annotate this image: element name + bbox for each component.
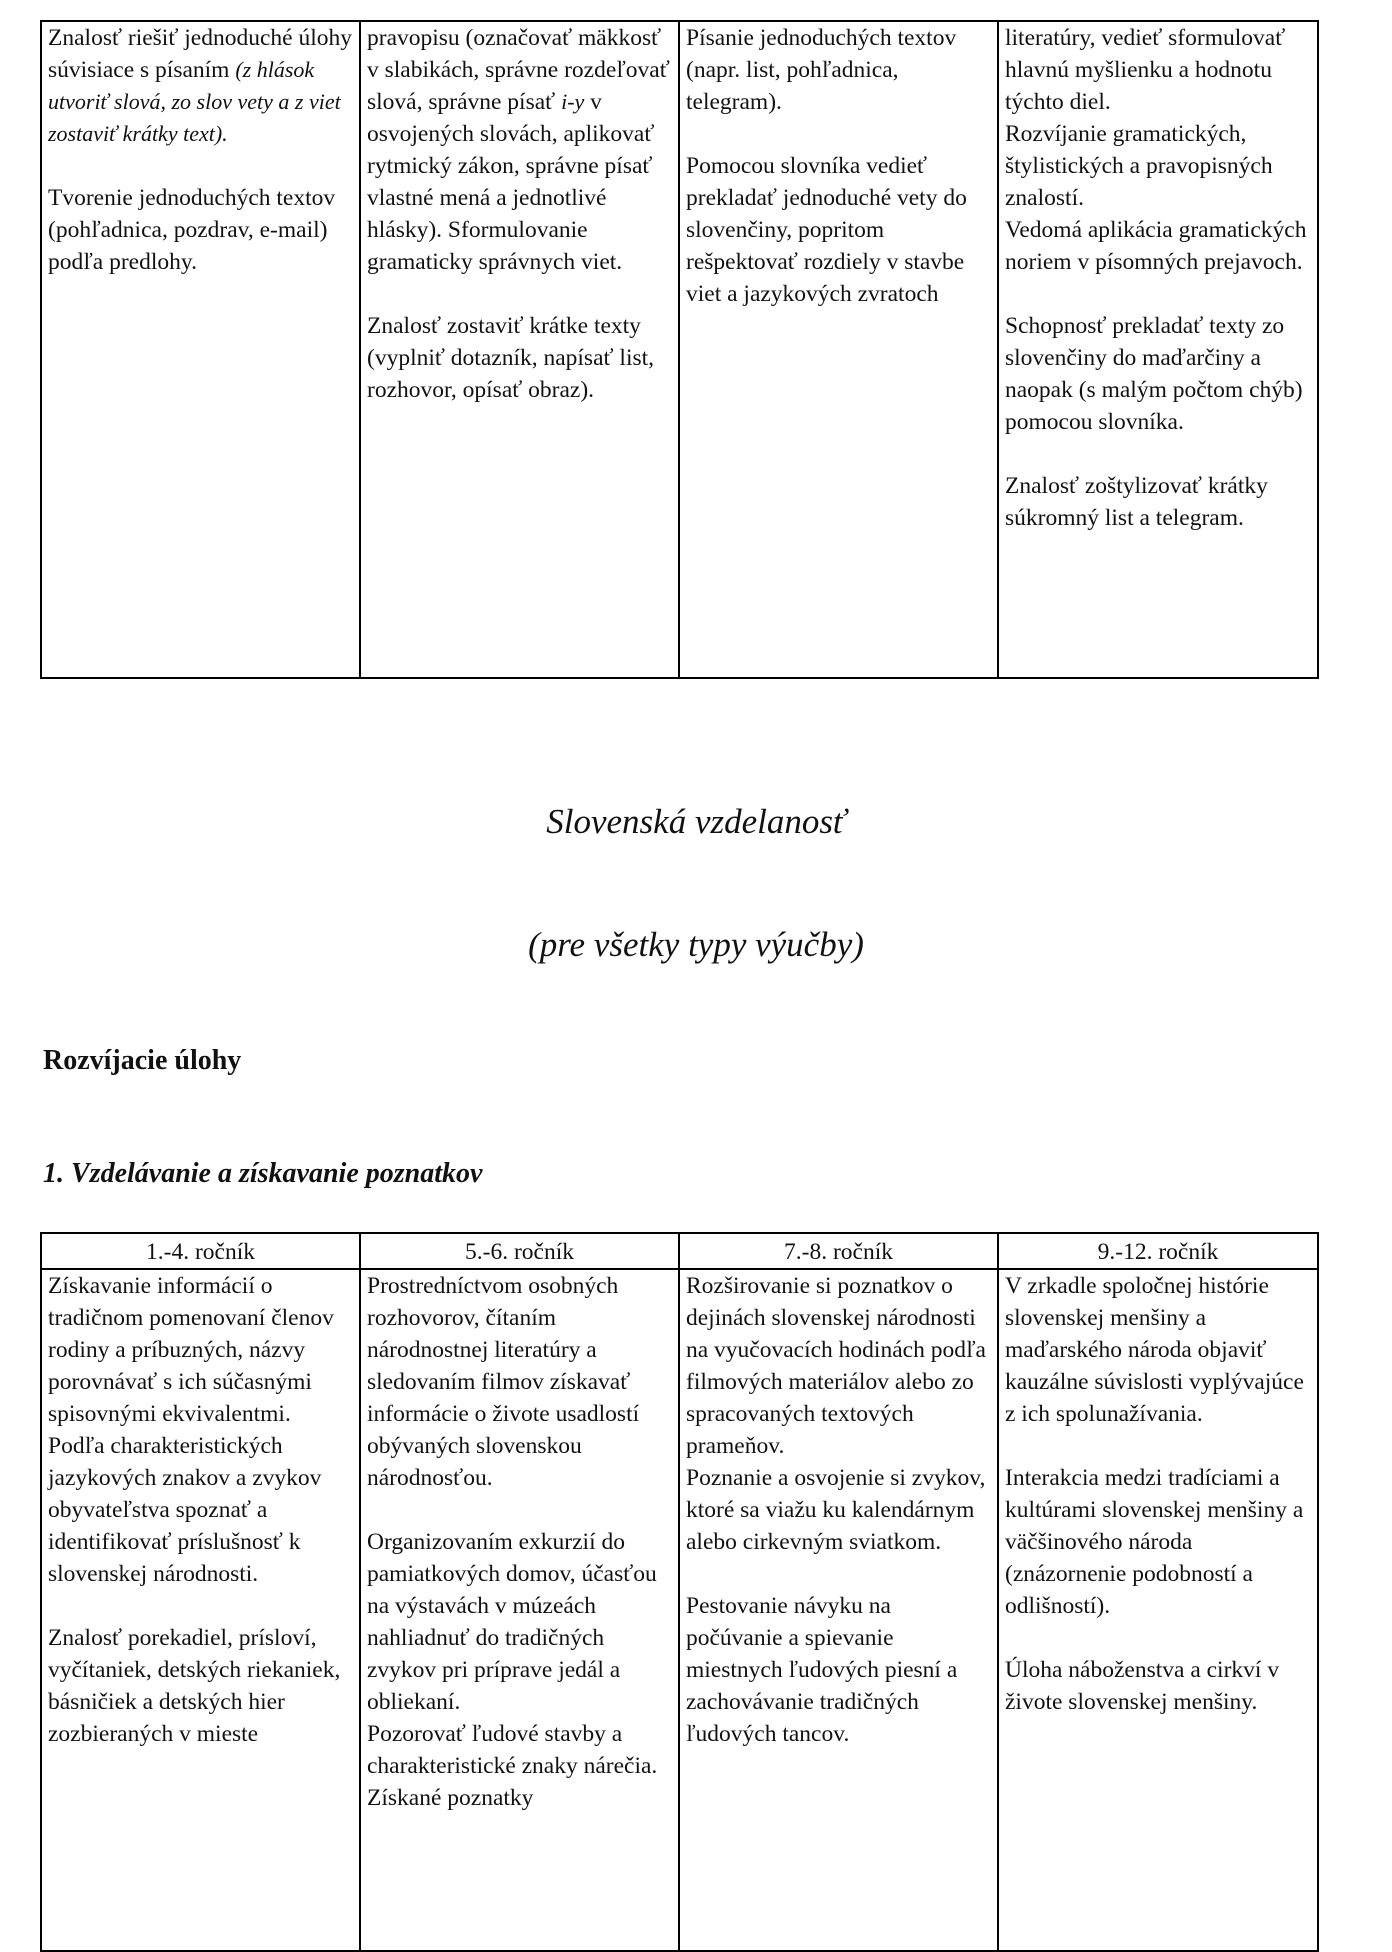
table-cell [679,21,998,678]
cell-text: Prostredníctvom osobných rozhovorov, čítaním národnostnej literatúry a sledovaním filmov získavať informácie o živote usadlostí obývaných slovenskou národnosťou. [367,1273,640,1491]
cell-paragraph [367,1782,672,1814]
cell-text: Poznanie a osvojenie si zvykov, ktoré sa viažu ku kalendárnym alebo cirkevným sviatkom. [686,1465,986,1555]
cell-paragraph [367,1270,672,1494]
subsection-heading: 1. Vzdelávanie a získavanie poznatkov [43,1158,483,1189]
cell-paragraph [1005,1270,1311,1430]
table-cell [360,21,679,678]
italic-text: i-y [561,89,585,114]
curriculum-table-continued [40,20,1319,679]
cell-text: Pozorovať ľudové stavby a charakteristické znaky nárečia. [367,1721,658,1779]
cell-paragraph [48,1430,353,1590]
italic-text: (z hlások utvoriť slová, zo slov vety a z viet zostaviť krátky text). [48,57,341,146]
cell-paragraph [686,1270,991,1462]
cell-paragraph [48,182,353,278]
cell-paragraph [686,150,991,310]
header-grade-1-4: 1.-4. ročník [41,1233,360,1269]
paragraph-gap [367,1494,672,1526]
cell-paragraph [1005,1654,1311,1718]
paragraph-gap [686,1558,991,1590]
paragraph-gap [1005,1622,1311,1654]
table-cell [360,1269,679,1951]
cell-text: Tvorenie jednoduchých textov (pohľadnica, pozdrav, e-mail) podľa predlohy. [48,185,336,275]
cell-text: Interakcia medzi tradíciami a kultúrami slovenskej menšiny a väčšinového národa (znázornenie podobností a odlišností). [1005,1465,1304,1619]
cell-paragraph [1005,470,1311,534]
cell-text: pravopisu (označovať mäkkosť v slabikách, správne rozdeľovať slová, správne písať [367,25,670,115]
paragraph-gap [48,1590,353,1622]
cell-text: V zrkadle spoločnej histórie slovenskej menšiny a maďarského národa objaviť kauzálne súvislosti vyplývajúce z ich spolunažívania. [1005,1273,1304,1427]
cell-paragraph [686,1590,991,1750]
cell-text: Znalosť riešiť jednoduché úlohy súvisiace s písaním [48,25,352,83]
cell-text: Získané poznatky [367,1785,534,1811]
cell-paragraph [367,1526,672,1718]
cell-paragraph [686,1462,991,1558]
cell-paragraph [48,1622,353,1750]
cell-text: Pestovanie návyku na počúvanie a spievanie miestnych ľudových piesní a zachovávanie tradičných ľudových tancov. [686,1593,958,1747]
cell-text: Znalosť zostaviť krátke texty (vyplniť dotazník, napísať list, rozhovor, opísať obraz). [367,313,655,403]
cell-text: Podľa charakteristických jazykových znakov a zvykov obyvateľstva spoznať a identifikovať príslušnosť k slovenskej národnosti. [48,1433,322,1587]
cell-text: Úloha náboženstva a cirkví v živote slovenskej menšiny. [1005,1657,1280,1715]
cell-paragraph [1005,22,1311,118]
cell-paragraph [367,310,672,406]
cell-text: literatúry, vedieť sformulovať hlavnú myšlienku a hodnotu týchto diel. [1005,25,1286,115]
cell-text: Získavanie informácií o tradičnom pomenovaní členov rodiny a príbuzných, názvy porovnávať s ich súčasnými spisovnými ekvivalentmi. [48,1273,334,1427]
header-grade-9-12: 9.-12. ročník [998,1233,1318,1269]
cell-text: Rozširovanie si poznatkov o dejinách slovenskej národnosti na vyučovacích hodinách podľa filmových materiálov alebo zo spracovaných textových prameňov. [686,1273,986,1459]
table-row [41,21,1318,678]
cell-paragraph [1005,118,1311,214]
cell-paragraph [1005,310,1311,438]
table-cell [41,21,360,678]
cell-paragraph [48,1270,353,1430]
subject-subtitle: (pre všetky typy výučby) [528,925,864,964]
cell-text: Vedomá aplikácia gramatických noriem v písomných prejavoch. [1005,217,1307,275]
header-grade-7-8: 7.-8. ročník [679,1233,998,1269]
cell-paragraph [367,1718,672,1782]
paragraph-gap [686,118,991,150]
grade-tasks-table [40,1232,1319,1952]
cell-text: Rozvíjanie gramatických, štylistických a pravopisných znalostí. [1005,121,1273,211]
header-grade-5-6: 5.-6. ročník [360,1233,679,1269]
cell-paragraph [1005,214,1311,278]
table-header-row [41,1233,1318,1269]
paragraph-gap [367,278,672,310]
table-row [41,1269,1318,1951]
cell-paragraph [48,22,353,150]
paragraph-gap [1005,438,1311,470]
table-cell [998,21,1318,678]
cell-text: Pomocou slovníka vedieť prekladať jednoduché vety do slovenčiny, popritom rešpektovať rozdiely v stavbe viet a jazykových zvratoch [686,153,967,307]
cell-text: v osvojených slovách, aplikovať rytmický zákon, správne písať vlastné mená a jednotlivé hlásky). Sformulovanie gramaticky správnych viet. [367,89,655,275]
section-heading: Rozvíjacie úlohy [43,1045,242,1076]
cell-text: Znalosť porekadiel, prísloví, vyčítaniek, detských riekaniek, básničiek a detských hier zozbieraných v mieste [48,1625,341,1747]
paragraph-gap [1005,278,1311,310]
cell-text: Písanie jednoduchých textov (napr. list, pohľadnica, telegram). [686,25,957,115]
table-cell [41,1269,360,1951]
cell-text: Znalosť zoštylizovať krátky súkromný list a telegram. [1005,473,1268,531]
paragraph-gap [1005,1430,1311,1462]
cell-paragraph [686,22,991,118]
cell-text: Schopnosť prekladať texty zo slovenčiny do maďarčiny a naopak (s malým počtom chýb) pomocou slovníka. [1005,313,1303,435]
paragraph-gap [48,150,353,182]
table-cell [679,1269,998,1951]
cell-paragraph [1005,1462,1311,1622]
table-cell [998,1269,1318,1951]
cell-paragraph [367,22,672,278]
cell-text: Organizovaním exkurzií do pamiatkových domov, účasťou na výstavách v múzeách nahliadnuť do tradičných zvykov pri príprave jedál a obliekaní. [367,1529,657,1715]
subject-title: Slovenská vzdelanosť [546,802,846,841]
